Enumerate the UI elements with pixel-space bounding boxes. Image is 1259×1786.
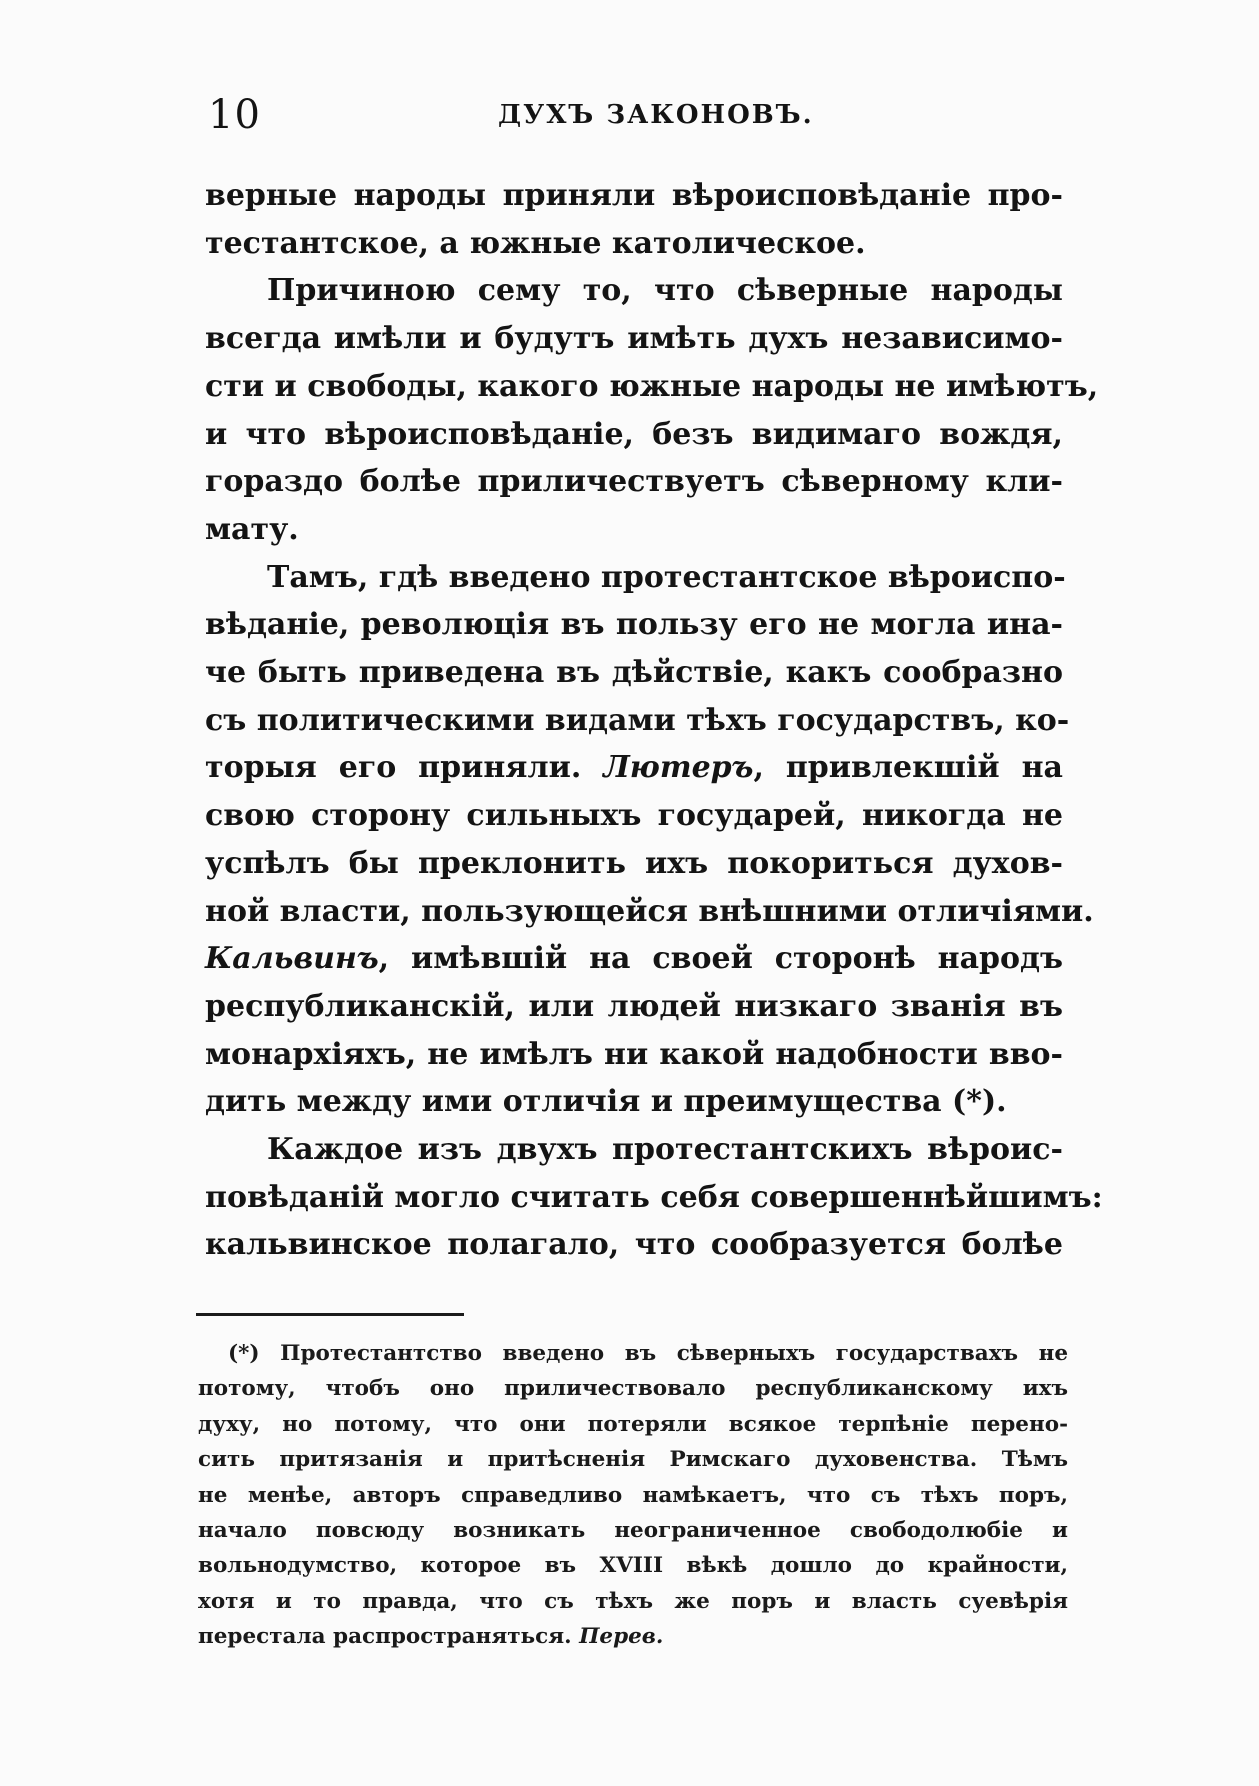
text-line: свою сторону сильныхъ государей, никогда не bbox=[205, 798, 1063, 834]
footnote-line bbox=[198, 1619, 1068, 1654]
footnote-line: вольнодумство, которое въ XVIII вѣкѣ дошло до крайности, bbox=[198, 1553, 1068, 1579]
footnote-line: хотя и то правда, что съ тѣхъ же поръ и власть суевѣрія bbox=[198, 1588, 1068, 1614]
footnote-line: начало повсюду возникать неограниченное свободолюбіе и bbox=[198, 1518, 1068, 1544]
main-text bbox=[205, 172, 1103, 1269]
text-fragment: торыя его приняли. bbox=[205, 750, 582, 786]
text-line: мату. bbox=[205, 511, 299, 547]
text-fragment: , имѣвшій на своей сторонѣ народъ bbox=[378, 941, 1063, 977]
text-line: дить между ими отличія и преимущества (*). bbox=[205, 1084, 1007, 1120]
text-line: монархіяхъ, не имѣлъ ни какой надобности вво- bbox=[205, 1036, 1063, 1072]
text-line: успѣлъ бы преклонить ихъ покориться духов- bbox=[205, 845, 1063, 881]
paragraph-3 bbox=[205, 554, 1094, 1126]
text-line: сти и свободы, какого южные народы не имѣютъ, bbox=[205, 368, 1099, 404]
text-line: че быть приведена въ дѣйствіе, какъ сообразно bbox=[205, 655, 1063, 691]
text-line: Причиною сему то, что сѣверные народы bbox=[267, 273, 1063, 309]
text-line-with-name bbox=[205, 744, 1063, 792]
running-title: ДУХЪ ЗАКОНОВЪ. bbox=[498, 100, 814, 130]
footnote-line: сить притязанія и притѣсненія Римскаго духовенства. Тѣмъ bbox=[198, 1447, 1068, 1473]
footnote-line: (*) Протестантство введено въ сѣверныхъ государствахъ не bbox=[228, 1341, 1068, 1366]
text-line: гораздо болѣе приличествуетъ сѣверному кли- bbox=[205, 464, 1063, 500]
text-line: республиканскій, или людей низкаго званія въ bbox=[205, 988, 1063, 1024]
page-number: 10 bbox=[208, 92, 261, 138]
name-calvin: Кальвинъ bbox=[205, 941, 379, 977]
text-line: верные народы приняли вѣроисповѣданіе про- bbox=[205, 178, 1063, 213]
translator-signature: Перев. bbox=[579, 1624, 664, 1650]
text-line: всегда имѣли и будутъ имѣть духъ независимо- bbox=[205, 321, 1063, 357]
paragraph-1 bbox=[205, 172, 1063, 267]
text-fragment: , привлекшій на bbox=[753, 750, 1063, 786]
text-line: Тамъ, гдѣ введено протестантское вѣроиспо- bbox=[267, 559, 1066, 595]
paragraph-2 bbox=[205, 267, 1099, 553]
footnote-line: духу, но потому, что они потеряли всякое терпѣніе перено- bbox=[198, 1411, 1068, 1437]
text-line: кальвинское полагало, что сообразуется болѣе bbox=[205, 1227, 1063, 1263]
footnote-line: потому, чтобъ оно приличествовало республиканскому ихъ bbox=[198, 1376, 1068, 1402]
footnote-text: перестала распространяться. bbox=[198, 1624, 572, 1650]
paragraph-4 bbox=[205, 1126, 1103, 1269]
text-line-with-name bbox=[205, 935, 1063, 983]
text-line: съ политическими видами тѣхъ государствъ, ко- bbox=[205, 702, 1070, 738]
text-line: тестантское, а южные католическое. bbox=[205, 225, 866, 261]
text-line: Каждое изъ двухъ протестантскихъ вѣроис- bbox=[267, 1132, 1063, 1168]
footnote bbox=[198, 1336, 1068, 1655]
footnote-line: не менѣе, авторъ справедливо намѣкаетъ, что съ тѣхъ поръ, bbox=[198, 1482, 1068, 1508]
footnote-divider bbox=[196, 1313, 464, 1316]
text-line: ной власти, пользующейся внѣшними отличіями. bbox=[205, 893, 1094, 929]
text-line: повѣданій могло считать себя совершеннѣйшимъ: bbox=[205, 1179, 1103, 1215]
page-header bbox=[208, 92, 1058, 142]
text-line: и что вѣроисповѣданіе, безъ видимаго вождя, bbox=[205, 416, 1063, 452]
name-luther: Лютеръ bbox=[603, 750, 754, 786]
text-line: вѣданіе, революція въ пользу его не могла ина- bbox=[205, 607, 1063, 643]
